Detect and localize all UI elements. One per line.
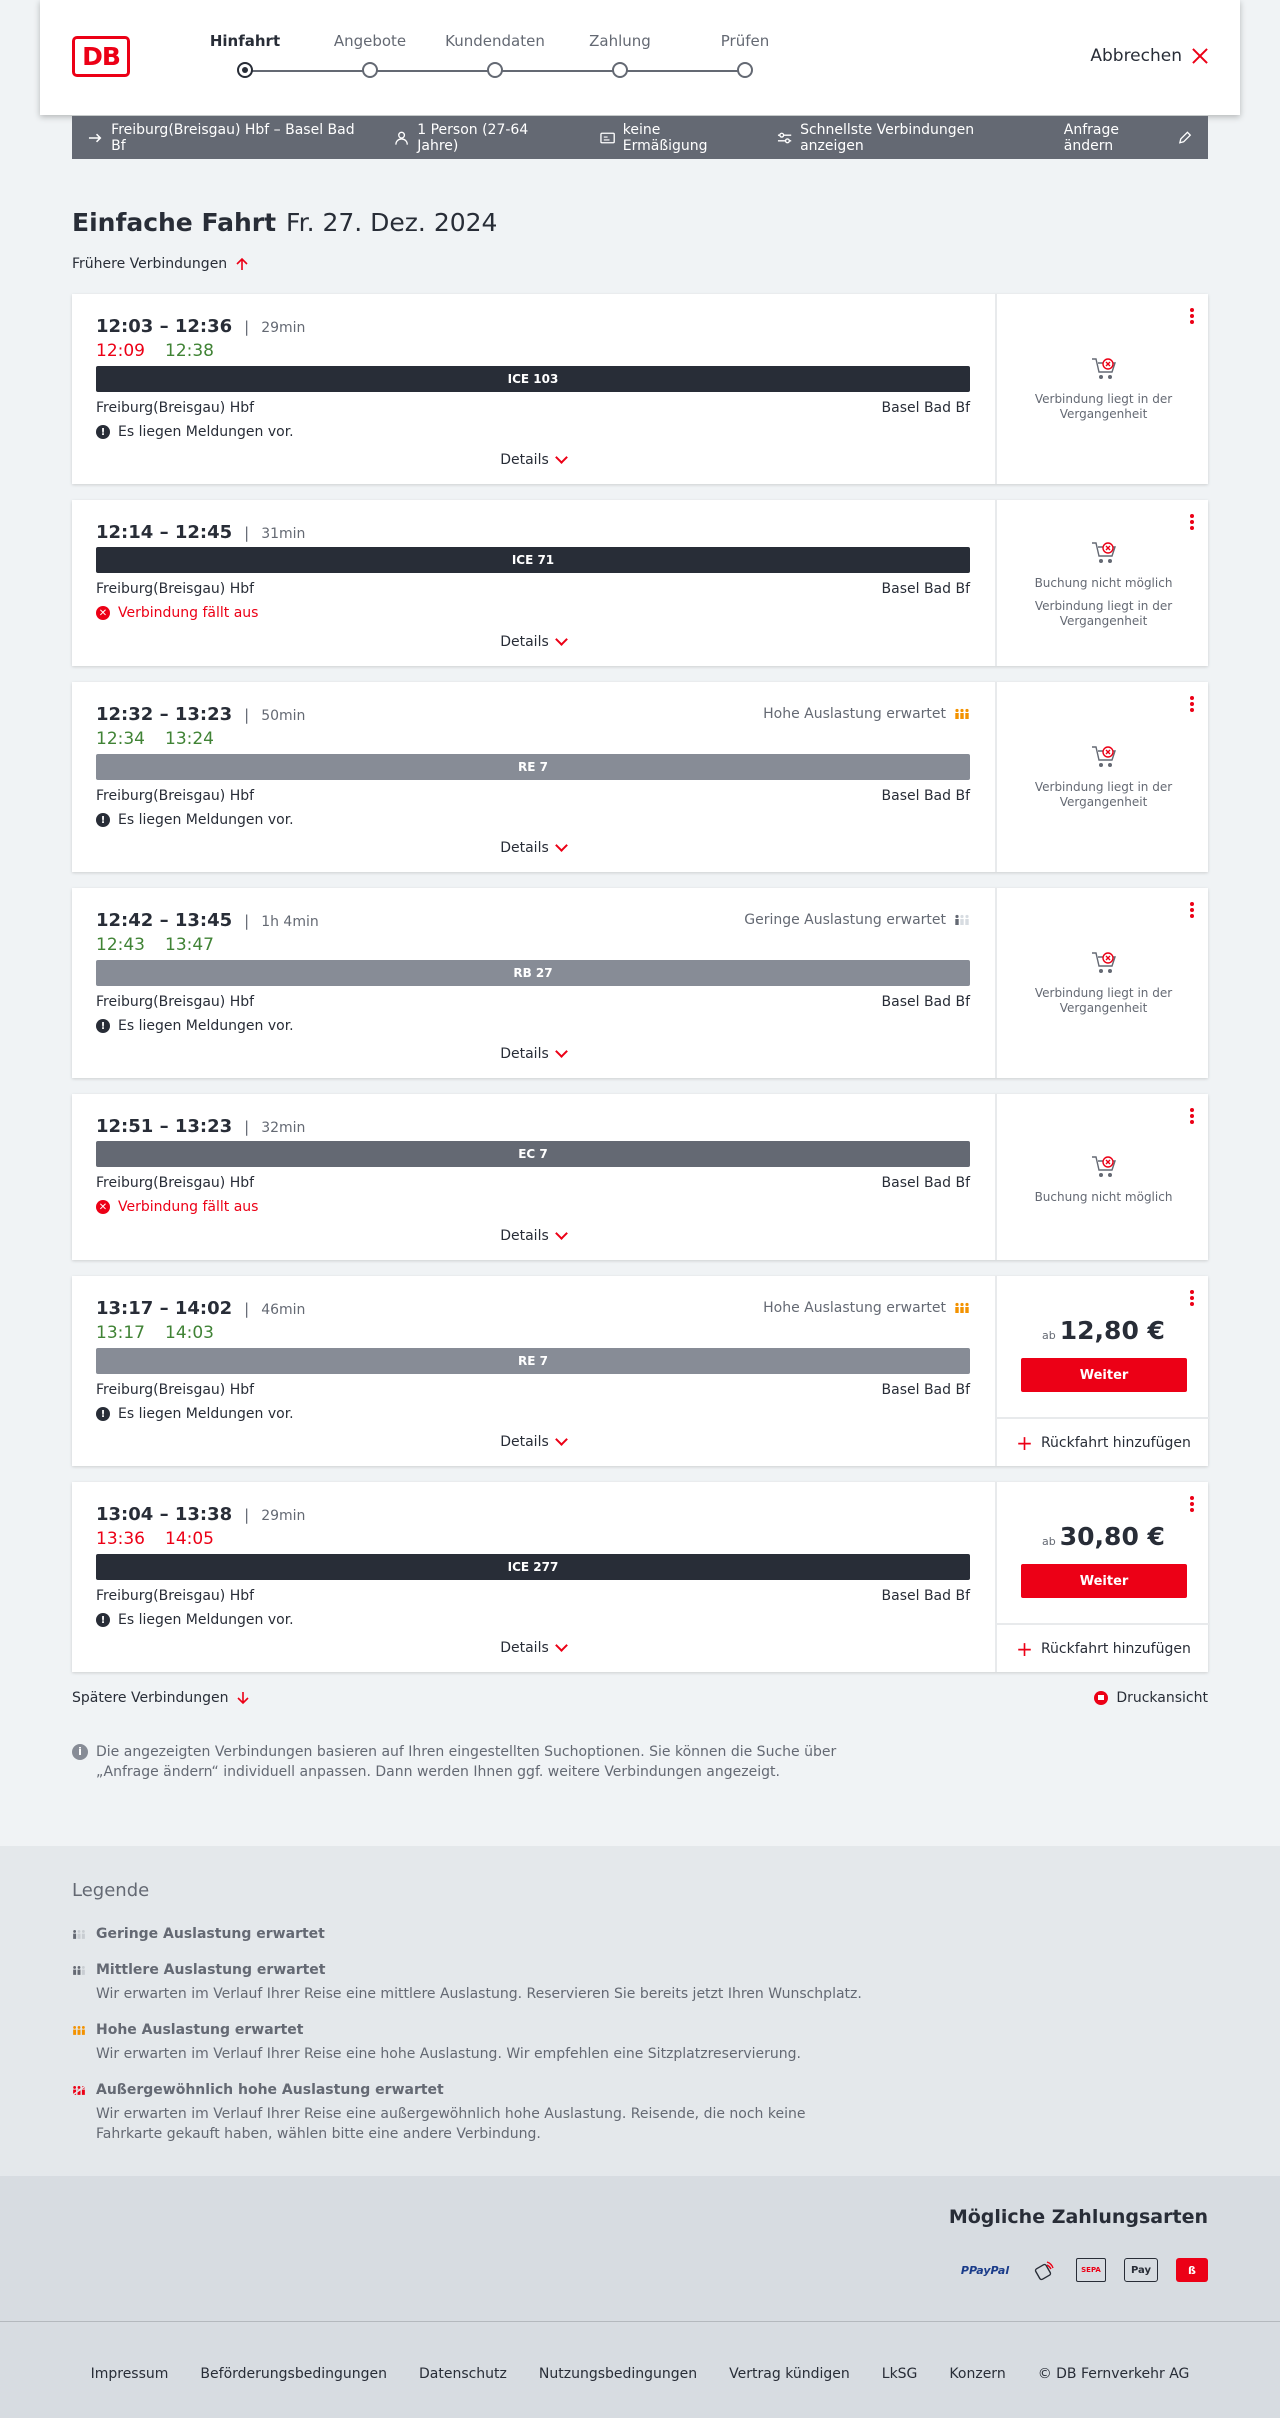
connection-times: [96, 1116, 305, 1137]
status-past: Verbindung liegt in der Vergangenheit: [1034, 392, 1173, 421]
realtime-departure: 12:09: [96, 341, 145, 361]
stations: [96, 1175, 970, 1191]
details-toggle[interactable]: [72, 1434, 994, 1450]
train-bar[interactable]: RB 27: [96, 960, 970, 986]
legend-section: [0, 1846, 1280, 2176]
destination-station: Basel Bad Bf: [881, 1588, 970, 1604]
load-indicator: [763, 1300, 970, 1316]
connection-main: [72, 682, 994, 872]
realtime-departure: 12:34: [96, 729, 145, 749]
message: [96, 1018, 294, 1034]
discount-text: keine Ermäßigung: [622, 121, 708, 154]
message: [96, 1406, 294, 1422]
time-range: 12:51 – 13:23: [96, 1116, 233, 1137]
price: [997, 1316, 1210, 1345]
contactless-card-icon: [1032, 2258, 1058, 2282]
footer-links: [0, 2366, 1280, 2382]
step-hinfahrt: [180, 32, 310, 78]
message-text: Verbindung fällt aus: [118, 1199, 259, 1215]
separator: |: [244, 1118, 250, 1136]
price-value: 12,80 €: [1059, 1316, 1165, 1345]
status-past: Verbindung liegt in der Vergangenheit: [1034, 780, 1173, 809]
duration: 46min: [261, 1302, 306, 1318]
cart-unavailable-icon: [1090, 356, 1118, 382]
booking-status: [997, 744, 1210, 810]
footer-link-konzern[interactable]: Konzern: [949, 2366, 1006, 2382]
connection-times: [96, 910, 319, 931]
legend-item-high: [72, 2022, 872, 2064]
connection-card[interactable]: [72, 682, 1208, 872]
high-load-icon: [954, 708, 970, 720]
booking-panel: [995, 1276, 1208, 1466]
time-range: 12:32 – 13:23: [96, 704, 233, 725]
status-not-bookable: Buchung nicht möglich: [1034, 576, 1173, 590]
step-dot: [737, 62, 753, 78]
separator: |: [244, 912, 250, 930]
more-options-icon[interactable]: [1190, 1290, 1194, 1306]
train-bar[interactable]: RE 7: [96, 1348, 970, 1374]
details-label: Details: [500, 1046, 549, 1062]
add-return-button[interactable]: [997, 1417, 1210, 1467]
message: [96, 424, 294, 440]
message-text: Es liegen Meldungen vor.: [118, 1406, 294, 1422]
details-toggle[interactable]: [72, 1228, 994, 1244]
connection-card[interactable]: [72, 1094, 1208, 1260]
info-icon: !: [96, 813, 110, 827]
legend-item-title: [72, 1962, 872, 1978]
connection-main: [72, 1094, 994, 1260]
low-load-icon: [72, 1929, 86, 1940]
step-dot: [612, 62, 628, 78]
details-toggle[interactable]: [72, 840, 994, 856]
connection-card[interactable]: [72, 294, 1208, 484]
printer-icon: [1094, 1691, 1108, 1705]
details-label: Details: [500, 1434, 549, 1450]
origin-station: Freiburg(Breisgau) Hbf: [96, 581, 255, 597]
step-label: Hinfahrt: [209, 32, 281, 50]
change-query-label: Anfrage ändern: [1063, 121, 1119, 154]
earlier-connections-link[interactable]: [72, 256, 249, 272]
stations: [96, 1588, 970, 1604]
status-past: Verbindung liegt in der Vergangenheit: [1034, 986, 1173, 1015]
price: [997, 1522, 1210, 1551]
more-options-icon[interactable]: [1190, 1496, 1194, 1512]
duration: 29min: [261, 1508, 306, 1524]
train-bar[interactable]: ICE 71: [96, 547, 970, 573]
destination-station: Basel Bad Bf: [881, 1382, 970, 1398]
time-range: 12:03 – 12:36: [96, 316, 233, 337]
train-bar[interactable]: ICE 103: [96, 366, 970, 392]
origin-station: Freiburg(Breisgau) Hbf: [96, 788, 255, 804]
realtime-arrival: 14:03: [165, 1323, 214, 1343]
high-load-icon: [954, 1302, 970, 1314]
chevron-down-icon: [555, 451, 568, 464]
discount-summary: [600, 122, 743, 154]
legend-label: Außergewöhnlich hohe Auslastung erwartet: [96, 2082, 444, 2098]
trip-type: Einfache Fahrt: [72, 208, 277, 237]
change-query-button[interactable]: [1064, 122, 1192, 154]
add-return-label: Rückfahrt hinzufügen: [1040, 1435, 1191, 1451]
cart-unavailable-icon: [1090, 744, 1118, 770]
step-kundendaten: [430, 32, 560, 78]
connection-times: [96, 704, 305, 725]
paypal-label: PayPal: [968, 2263, 1010, 2277]
step-dot-current: [237, 62, 253, 78]
booking-panel: [995, 294, 1208, 484]
duration: 32min: [261, 1120, 306, 1136]
time-range: 13:04 – 13:38: [96, 1504, 233, 1525]
step-pruefen: [680, 32, 810, 78]
separator: |: [244, 524, 250, 542]
connection-times: [96, 1298, 305, 1319]
cancel-button[interactable]: [1090, 46, 1208, 66]
sepa-icon: [1076, 2258, 1106, 2282]
stations: [96, 1382, 970, 1398]
realtime-arrival: 13:47: [165, 935, 214, 955]
more-options-icon[interactable]: [1190, 1108, 1194, 1124]
earlier-label: Frühere Verbindungen: [72, 256, 228, 272]
footer-link-impressum[interactable]: Impressum: [90, 2366, 169, 2382]
destination-station: Basel Bad Bf: [881, 994, 970, 1010]
realtime-times: [96, 1529, 214, 1549]
load-text: Hohe Auslastung erwartet: [763, 706, 946, 722]
separator: |: [244, 318, 250, 336]
details-toggle[interactable]: [72, 1046, 994, 1062]
footer-link-vertrag-kuendigen[interactable]: Vertrag kündigen: [729, 2366, 850, 2382]
extreme-load-icon: [72, 2085, 86, 2096]
separator: |: [244, 706, 250, 724]
print-label: Druckansicht: [1116, 1690, 1208, 1706]
search-notice: [72, 1742, 852, 1782]
booking-panel: [995, 682, 1208, 872]
train-bar[interactable]: ICE 277: [96, 1554, 970, 1580]
details-toggle[interactable]: [72, 1640, 994, 1656]
booking-status: [997, 356, 1210, 422]
medium-load-icon: [72, 1965, 86, 1976]
stations: [96, 400, 970, 416]
card-icon: [600, 131, 615, 145]
more-options-icon[interactable]: [1190, 696, 1194, 712]
realtime-times: [96, 729, 214, 749]
footer-copyright: © DB Fernverkehr AG: [1037, 2366, 1190, 2382]
chevron-down-icon: [555, 1433, 568, 1446]
step-zahlung: [555, 32, 685, 78]
destination-station: Basel Bad Bf: [881, 788, 970, 804]
load-text: Hohe Auslastung erwartet: [763, 1300, 946, 1316]
details-label: Details: [500, 1228, 549, 1244]
duration: 31min: [261, 526, 306, 542]
details-label: Details: [500, 452, 549, 468]
page-title: [72, 208, 497, 237]
origin-station: Freiburg(Breisgau) Hbf: [96, 400, 255, 416]
trip-date: Fr. 27. Dez. 2024: [286, 208, 498, 237]
legend-description: Wir erwarten im Verlauf Ihrer Reise eine hohe Auslastung. Wir empfehlen eine Sitzplatzreservierung.: [96, 2046, 801, 2062]
traveler-summary: [394, 122, 566, 154]
more-options-icon[interactable]: [1190, 514, 1194, 530]
connection-times: [96, 316, 305, 337]
legend-item-medium: [72, 1962, 872, 2004]
message-text: Es liegen Meldungen vor.: [118, 424, 294, 440]
connection-card[interactable]: [72, 1482, 1208, 1672]
connection-main: [72, 1482, 994, 1672]
fastest-text: Schnellste Verbindungen anzeigen: [800, 121, 975, 154]
connection-main: [72, 1276, 994, 1466]
cart-unavailable-icon: [1090, 540, 1118, 566]
legend-description: Wir erwarten im Verlauf Ihrer Reise eine mittlere Auslastung. Reservieren Sie bereits jetzt Ihren Wunschplatz.: [96, 1986, 862, 2002]
add-return-label: Rückfahrt hinzufügen: [1040, 1641, 1191, 1657]
legend-item-low: [72, 1926, 872, 1942]
legend-label: Hohe Auslastung erwartet: [96, 2022, 304, 2038]
details-label: Details: [500, 1640, 549, 1656]
duration: 1h 4min: [261, 914, 319, 930]
cart-unavailable-icon: [1090, 950, 1118, 976]
db-card-icon: ß: [1176, 2258, 1208, 2282]
search-query-bar: [72, 116, 1208, 159]
connection-times: [96, 1504, 305, 1525]
arrow-up-icon: [235, 257, 249, 271]
apple-pay-label: Pay: [1130, 2264, 1152, 2276]
cancellation-message: [96, 1199, 258, 1215]
stations: [96, 788, 970, 804]
error-icon: ✕: [96, 606, 110, 620]
step-angebote: [305, 32, 435, 78]
info-icon: !: [96, 1407, 110, 1421]
cart-unavailable-icon: [1090, 1154, 1118, 1180]
error-icon: ✕: [96, 1200, 110, 1214]
legend-description: Wir erwarten im Verlauf Ihrer Reise eine außergewöhnlich hohe Auslastung. Reisende, die noch keine Fahrkarte gekauft haben, wählen bitte eine andere Verbindung.: [96, 2106, 806, 2142]
time-range: 12:14 – 12:45: [96, 522, 233, 543]
message: [96, 812, 294, 828]
message-text: Es liegen Meldungen vor.: [118, 1612, 294, 1628]
realtime-departure: 12:43: [96, 935, 145, 955]
legend-item-title: [72, 2082, 872, 2098]
booking-status: [997, 950, 1210, 1016]
realtime-departure: 13:17: [96, 1323, 145, 1343]
realtime-arrival: 14:05: [165, 1529, 214, 1549]
realtime-departure: 13:36: [96, 1529, 145, 1549]
payment-methods: [0, 2176, 1280, 2322]
pencil-icon: [1177, 130, 1192, 146]
low-load-icon: [954, 914, 970, 926]
connection-main: [72, 500, 994, 666]
legend-label: Mittlere Auslastung erwartet: [96, 1962, 326, 1978]
step-dot: [487, 62, 503, 78]
realtime-times: [96, 341, 214, 361]
realtime-times: [96, 1323, 214, 1343]
footer-link-befoerderungsbedingungen[interactable]: Beförderungsbedingungen: [200, 2366, 387, 2382]
chevron-down-icon: [555, 839, 568, 852]
chevron-down-icon: [555, 1639, 568, 1652]
legend-label: Geringe Auslastung erwartet: [96, 1926, 325, 1942]
step-label: Angebote: [333, 32, 407, 50]
details-toggle[interactable]: [72, 634, 994, 650]
arrow-down-icon: [236, 1691, 250, 1705]
later-connections-link[interactable]: [72, 1690, 250, 1706]
more-options-icon[interactable]: [1190, 902, 1194, 918]
high-load-icon: [72, 2025, 86, 2036]
sepa-label: SEPA: [1081, 2266, 1101, 2274]
time-range: 12:42 – 13:45: [96, 910, 233, 931]
traveler-text: 1 Person (27-64 Jahre): [417, 121, 529, 154]
payment-icons: [956, 2258, 1208, 2282]
chevron-down-icon: [555, 633, 568, 646]
route-text: Freiburg(Breisgau) Hbf – Basel Bad Bf: [111, 121, 355, 154]
cancel-label: Abbrechen: [1090, 46, 1182, 66]
price-prefix: ab: [1042, 1535, 1056, 1548]
connection-card[interactable]: [72, 888, 1208, 1078]
origin-station: Freiburg(Breisgau) Hbf: [96, 1175, 255, 1191]
legend-item-title: [72, 1926, 872, 1942]
legend-title: Legende: [72, 1880, 150, 1901]
print-view-link[interactable]: [1094, 1690, 1208, 1706]
info-icon: !: [96, 1019, 110, 1033]
apple-pay-icon: [1124, 2258, 1158, 2282]
plus-icon: +: [1016, 1431, 1033, 1455]
db-logo[interactable]: DB: [72, 36, 130, 77]
message-text: Es liegen Meldungen vor.: [118, 812, 294, 828]
destination-station: Basel Bad Bf: [881, 1175, 970, 1191]
info-icon: !: [96, 425, 110, 439]
message-text: Es liegen Meldungen vor.: [118, 1018, 294, 1034]
booking-panel: [995, 1482, 1208, 1672]
chevron-down-icon: [555, 1227, 568, 1240]
step-label: Prüfen: [720, 32, 770, 50]
stations: [96, 994, 970, 1010]
chevron-down-icon: [555, 1045, 568, 1058]
route-summary: [88, 122, 360, 154]
info-icon: i: [72, 1744, 88, 1760]
details-toggle[interactable]: [72, 452, 994, 468]
stations: [96, 581, 970, 597]
origin-station: Freiburg(Breisgau) Hbf: [96, 1382, 255, 1398]
origin-station: Freiburg(Breisgau) Hbf: [96, 1588, 255, 1604]
booking-status: [997, 1154, 1210, 1205]
plus-icon: +: [1016, 1637, 1033, 1661]
price-value: 30,80 €: [1059, 1522, 1165, 1551]
step-label: Kundendaten: [445, 32, 545, 50]
step-dot: [362, 62, 378, 78]
realtime-arrival: 13:24: [165, 729, 214, 749]
header: [40, 0, 1240, 115]
details-label: Details: [500, 634, 549, 650]
details-label: Details: [500, 840, 549, 856]
footer-link-datenschutz[interactable]: Datenschutz: [418, 2366, 507, 2382]
connection-main: [72, 294, 994, 484]
booking-panel: [995, 1094, 1208, 1260]
load-indicator: [744, 912, 970, 928]
message: [96, 1612, 294, 1628]
separator: |: [244, 1300, 250, 1318]
continue-button[interactable]: Weiter: [1021, 1358, 1187, 1392]
message-text: Verbindung fällt aus: [118, 605, 259, 621]
step-label: Zahlung: [589, 32, 651, 50]
sliders-icon: [777, 131, 792, 145]
legend-item-title: [72, 2022, 872, 2038]
duration: 50min: [261, 708, 306, 724]
info-icon: !: [96, 1613, 110, 1627]
continue-button[interactable]: Weiter: [1021, 1564, 1187, 1598]
footer-link-nutzungsbedingungen[interactable]: Nutzungsbedingungen: [538, 2366, 698, 2382]
price-prefix: ab: [1042, 1329, 1056, 1342]
separator: |: [244, 1506, 250, 1524]
load-indicator: [763, 706, 970, 722]
connection-times: [96, 522, 305, 543]
payment-title: Mögliche Zahlungsarten: [948, 2206, 1208, 2228]
time-range: 13:17 – 14:02: [96, 1298, 233, 1319]
train-bar[interactable]: RE 7: [96, 754, 970, 780]
legend-item-extreme: [72, 2082, 872, 2144]
realtime-times: [96, 935, 214, 955]
status-not-bookable: Buchung nicht möglich: [1034, 1190, 1173, 1204]
connection-card[interactable]: [72, 1276, 1208, 1466]
notice-text: Die angezeigten Verbindungen basieren auf Ihren eingestellten Suchoptionen. Sie können die Suche über „Anfrage ändern“ individuell anpassen. Dann werden Ihnen ggf. weitere Verbindungen angezeigt.: [96, 1744, 837, 1780]
booking-status: [997, 540, 1210, 629]
footer-link-lksg[interactable]: LkSG: [881, 2366, 918, 2382]
later-label: Spätere Verbindungen: [72, 1690, 229, 1706]
person-icon: [394, 131, 409, 145]
paypal-icon: P PayPal: [960, 2263, 1010, 2277]
more-options-icon[interactable]: [1190, 308, 1194, 324]
footer: [0, 2322, 1280, 2418]
train-bar[interactable]: EC 7: [96, 1141, 970, 1167]
connection-main: [72, 888, 994, 1078]
load-text: Geringe Auslastung erwartet: [744, 912, 946, 928]
destination-station: Basel Bad Bf: [881, 581, 970, 597]
booking-panel: [995, 500, 1208, 666]
close-icon: [1192, 48, 1208, 64]
origin-station: Freiburg(Breisgau) Hbf: [96, 994, 255, 1010]
duration: 29min: [261, 320, 306, 336]
realtime-arrival: 12:38: [165, 341, 214, 361]
fastest-toggle[interactable]: [777, 122, 1030, 154]
status-past: Verbindung liegt in der Vergangenheit: [1034, 599, 1173, 628]
connection-card[interactable]: [72, 500, 1208, 666]
add-return-button[interactable]: [997, 1623, 1210, 1673]
arrow-right-icon: [88, 131, 103, 145]
cancellation-message: [96, 605, 258, 621]
progress-stepper: [180, 32, 820, 92]
booking-panel: [995, 888, 1208, 1078]
destination-station: Basel Bad Bf: [881, 400, 970, 416]
